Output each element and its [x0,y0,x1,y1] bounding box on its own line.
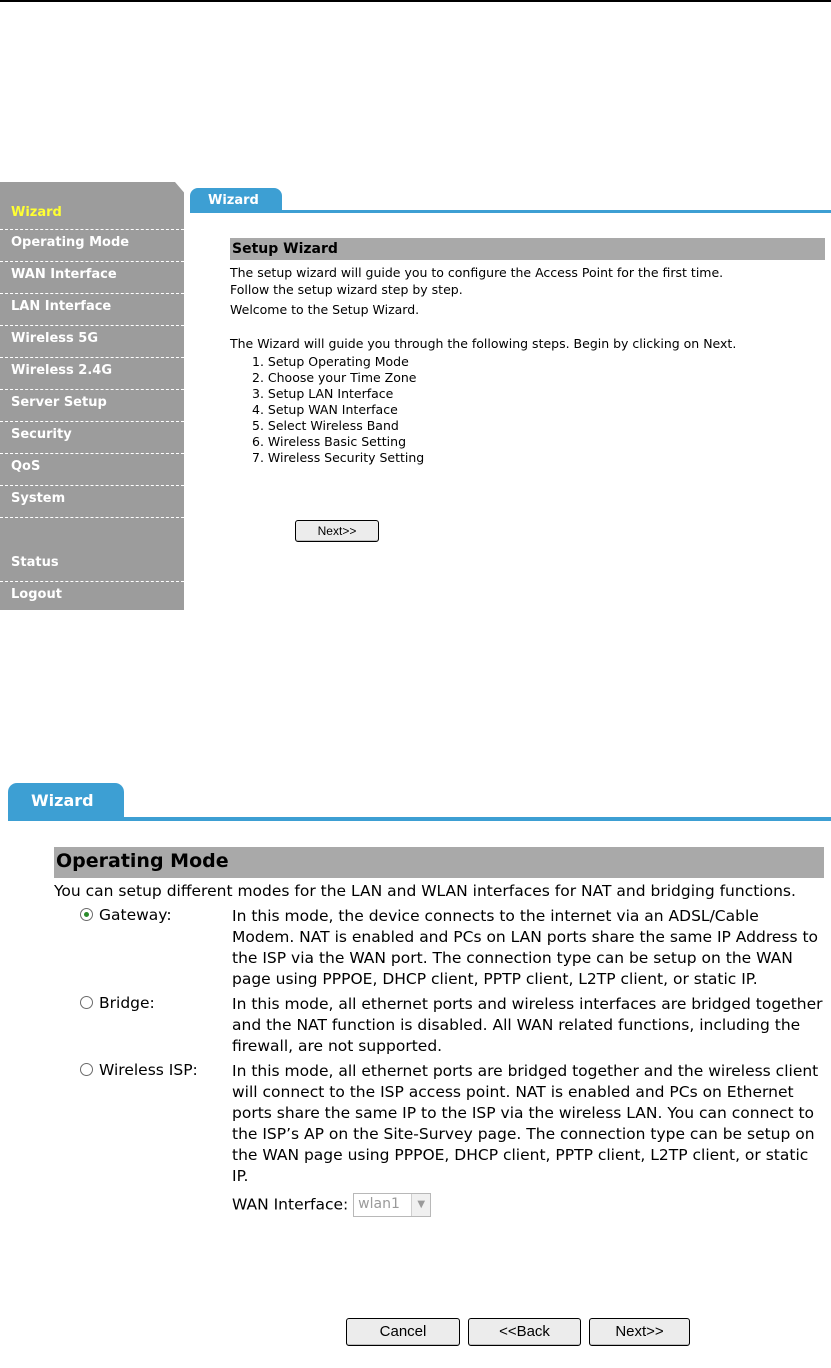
wireless-isp-option[interactable] [80,1061,230,1079]
bridge-option[interactable] [80,994,230,1012]
wireless-isp-radio[interactable] [80,1063,93,1076]
operating-mode-screen [0,783,831,1368]
tab-wizard[interactable]: Wizard [8,783,124,819]
wireless-isp-description: In this mode, all ethernet ports are bridged together and the wireless client will connect to the ISP access point. NAT is enabled and PCs on Ethernet ports share the same IP to the ISP via the wireless LAN. You can connect to the ISP’s AP on the Site-Survey page. The connection type can be setup on the WAN page using PPPOE, DHCP client, PPTP client, L2TP client, or static IP. [232,1062,819,1185]
sidebar-item-wizard[interactable]: Wizard [0,200,184,230]
section-title: Operating Mode [54,847,824,878]
next-button[interactable]: Next>> [589,1318,690,1346]
setup-wizard-panel [230,238,825,466]
bridge-label: Bridge: [99,994,155,1012]
sidebar-item-server-setup[interactable]: Server Setup [0,390,184,422]
sidebar-item-system[interactable]: System [0,486,184,518]
mode-option-bridge [54,994,824,1057]
welcome-text: Welcome to the Setup Wizard. [230,302,420,317]
sidebar-item-status[interactable]: Status [0,550,184,582]
tab-underline [8,817,831,821]
operating-mode-panel [54,847,824,1217]
sidebar-item-wireless-24g[interactable]: Wireless 2.4G [0,358,184,390]
wireless-isp-label: Wireless ISP: [99,1061,198,1079]
guide-text: The Wizard will guide you through the following steps. Begin by clicking on Next. [230,336,737,351]
intro-text: You can setup different modes for the LAN and WLAN interfaces for NAT and bridging functions. [54,882,796,900]
steps-list [230,354,825,466]
page-top-rule [0,0,831,2]
mode-option-wireless-isp [54,1061,824,1187]
intro-line-1: The setup wizard will guide you to configure the Access Point for the first time. [230,265,724,280]
wan-interface-row [232,1193,824,1217]
back-button[interactable]: <<Back [468,1318,581,1346]
gateway-option[interactable] [80,906,230,924]
list-item: 6. Wireless Basic Setting [252,434,406,449]
list-item: 5. Select Wireless Band [252,418,399,433]
list-item: 2. Choose your Time Zone [252,370,417,385]
list-item: 4. Setup WAN Interface [252,402,398,417]
gateway-radio[interactable] [80,908,93,921]
sidebar-item-qos[interactable]: QoS [0,454,184,486]
bridge-description: In this mode, all ethernet ports and wireless interfaces are bridged together and the NAT function is disabled. All WAN related functions, including the firewall, are not supported. [232,995,823,1055]
section-title: Setup Wizard [230,238,825,260]
gateway-description: In this mode, the device connects to the internet via an ADSL/Cable Modem. NAT is enabled and PCs on LAN ports share the same IP Address to the ISP via the WAN port. The connection type can be setup on the WAN page using PPPOE, DHCP client, PPTP client, L2TP client, or static IP. [232,907,819,988]
mode-option-gateway [54,906,824,990]
gateway-label: Gateway: [99,906,172,924]
sidebar-item-wan-interface[interactable]: WAN Interface [0,262,184,294]
intro-line-2: Follow the setup wizard step by step. [230,282,463,297]
tab-wizard[interactable]: Wizard [190,188,282,212]
wan-interface-select[interactable] [353,1193,431,1217]
list-item: 3. Setup LAN Interface [252,386,394,401]
bridge-radio[interactable] [80,996,93,1009]
wan-interface-label: WAN Interface: [232,1195,349,1214]
chevron-down-icon[interactable]: ▼ [411,1194,430,1216]
sidebar-menu [0,182,184,610]
wizard-button-row [346,1318,698,1346]
sidebar-item-logout[interactable]: Logout [11,587,62,602]
list-item: 7. Wireless Security Setting [252,450,425,465]
sidebar-item-lan-interface[interactable]: LAN Interface [0,294,184,326]
wan-interface-value: wlan1 [358,1196,400,1212]
tab-underline [190,210,831,213]
setup-wizard-screen [0,182,831,610]
sidebar-item-wireless-5g[interactable]: Wireless 5G [0,326,184,358]
sidebar-item-operating-mode[interactable]: Operating Mode [0,230,184,262]
sidebar-item-security[interactable]: Security [0,422,184,454]
cancel-button[interactable]: Cancel [346,1318,460,1346]
next-button[interactable]: Next>> [295,520,379,542]
intro-text [230,264,825,298]
list-item: 1. Setup Operating Mode [252,354,409,369]
sidebar-notch [175,182,187,196]
